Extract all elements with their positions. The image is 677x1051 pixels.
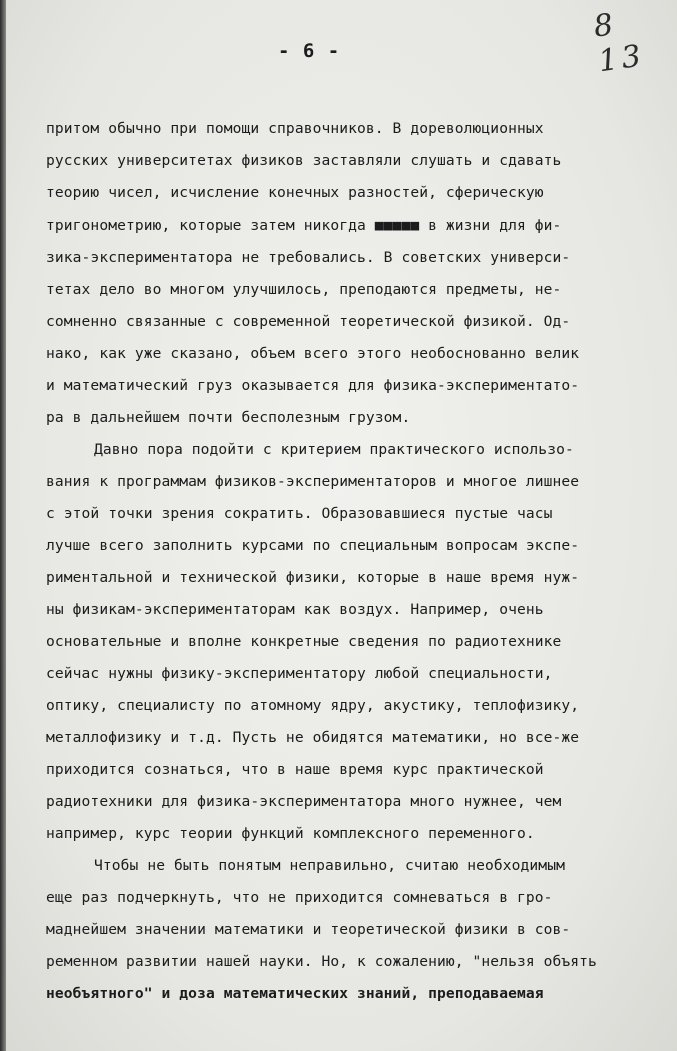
text-line: ра в дальнейшем почти бесполезным грузом.: [46, 409, 411, 426]
text-line: и математический груз оказывается для физика-экспериментато-: [46, 377, 580, 394]
text-line: тригонометрию, которые затем никогда ■■■■■ в жизни для фи-: [46, 217, 562, 234]
text-line: еще раз подчеркнуть, что не приходится сомневаться в гро-: [46, 889, 553, 906]
text-line: например, курс теории функций комплексного переменного.: [46, 825, 535, 842]
text-line: притом обычно при помощи справочников. В дореволюционных: [46, 120, 544, 137]
text-line: ны физикам-экспериментаторам как воздух. Например, очень: [46, 601, 544, 618]
text-line: основательные и вполне конкретные сведения по радиотехнике: [46, 633, 562, 650]
text-line: сейчас нужны физику-экспериментатору любой специальности,: [46, 665, 553, 682]
text-line: оптику, специалисту по атомному ядру, акустику, теплофизику,: [46, 697, 580, 714]
text-line: тетах дело во многом улучшилось, преподаются предметы, не-: [46, 281, 562, 298]
text-line: сомненно связанные с современной теоретической физикой. Од-: [46, 313, 571, 330]
text-line: нако, как уже сказано, объем всего этого необоснованно велик: [46, 345, 580, 362]
text-line: приходится сознаться, что в наше время курс практической: [46, 761, 544, 778]
text-line: русских университетах физиков заставляли слушать и сдавать: [46, 152, 562, 169]
text-line: Давно пора подойти с критерием практического использо-: [94, 441, 574, 458]
scan-edge-shadow: [0, 0, 6, 1051]
text-line: вания к программам физиков-экспериментаторов и многое лишнее: [46, 473, 580, 490]
text-line: радиотехники для физика-экспериментатора много нужнее, чем: [46, 793, 562, 810]
text-line: зика-экспериментатора не требовались. В советских универси-: [46, 249, 571, 266]
text-line: маднейшем значении математики и теоретической физики в сов-: [46, 921, 571, 938]
text-line: с этой точки зрения сократить. Образовавшиеся пустые часы: [46, 505, 553, 522]
page-number: - 6 -: [278, 40, 341, 62]
text-line: металлофизику и т.д. Пусть не обидятся математики, но все-же: [46, 729, 580, 746]
text-line: риментальной и технической физики, которые в наше время нуж-: [46, 569, 580, 586]
text-line: необъятного" и доза математических знаний, преподаваемая: [46, 985, 544, 1002]
text-line: Чтобы не быть понятым неправильно, считаю необходимым: [94, 857, 565, 874]
text-line: теорию чисел, исчисление конечных разностей, сферическую: [46, 184, 544, 201]
text-line: ременном развитии нашей науки. Но, к сожалению, "нельзя объять: [46, 953, 597, 970]
text-line: лучше всего заполнить курсами по специальным вопросам экспе-: [46, 537, 580, 554]
handwritten-page-annotation: 8 13: [591, 6, 648, 80]
